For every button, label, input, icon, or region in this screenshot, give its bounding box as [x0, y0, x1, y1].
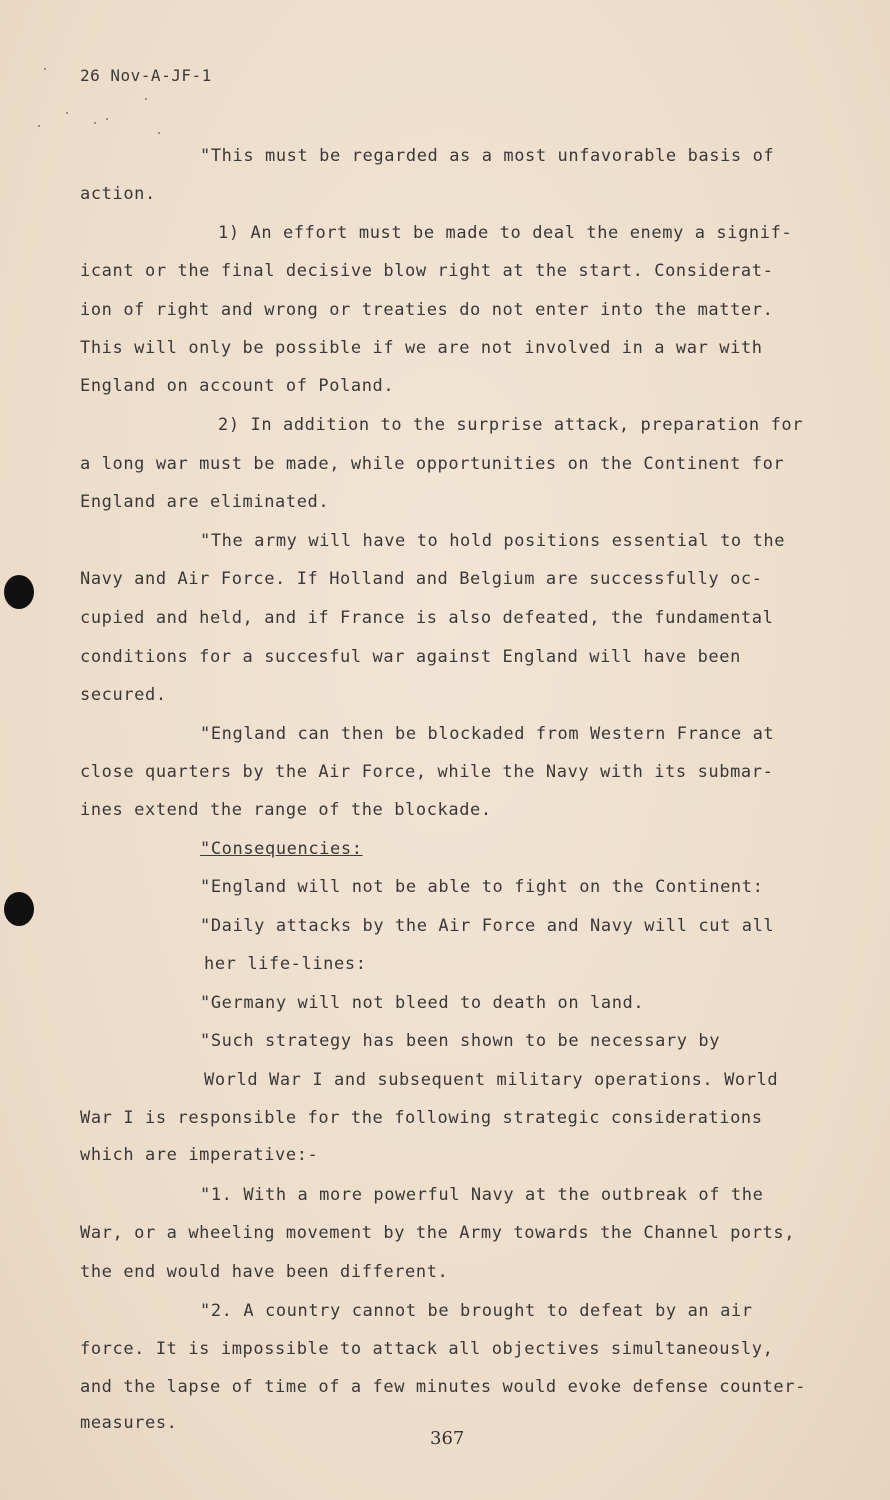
text-line: a long war must be made, while opportunities on the Continent for: [80, 454, 785, 474]
text-line: ion of right and wrong or treaties do not enter into the matter.: [80, 300, 774, 320]
text-line: "England can then be blockaded from Western France at: [200, 724, 775, 744]
text-line: "2. A country cannot be brought to defeat by an air: [200, 1301, 753, 1321]
paper-speck: [145, 98, 147, 100]
text-line: close quarters by the Air Force, while the Navy with its submar-: [80, 762, 774, 782]
paper-speck: [38, 125, 40, 127]
text-line: Navy and Air Force. If Holland and Belgium are successfully oc-: [80, 569, 763, 589]
text-line: icant or the final decisive blow right at the start. Considerat-: [80, 261, 774, 281]
text-line: ines extend the range of the blockade.: [80, 800, 492, 820]
text-line: conditions for a succesful war against England will have been: [80, 647, 741, 667]
paper-speck: [94, 122, 96, 124]
text-line: action.: [80, 184, 156, 204]
paper-speck: [44, 68, 46, 70]
paper-speck: [66, 112, 68, 114]
text-line: 2) In addition to the surprise attack, preparation for: [218, 415, 804, 435]
text-line: force. It is impossible to attack all objectives simultaneously,: [80, 1339, 774, 1359]
punch-hole: [4, 892, 34, 926]
text-line: "Such strategy has been shown to be necessary by: [200, 1031, 721, 1051]
text-line: England are eliminated.: [80, 492, 330, 512]
page-number: 367: [430, 1428, 465, 1449]
text-line: "The army will have to hold positions essential to the: [200, 531, 786, 551]
text-line: her life-lines:: [204, 954, 367, 974]
text-line: "Daily attacks by the Air Force and Navy will cut all: [200, 916, 775, 936]
text-line: the end would have been different.: [80, 1262, 449, 1282]
paper-speck: [106, 118, 108, 120]
text-line: measures.: [80, 1413, 178, 1433]
punch-hole: [4, 575, 34, 609]
text-line: 1) An effort must be made to deal the enemy a signif-: [218, 223, 793, 243]
text-line: War I is responsible for the following strategic considerations: [80, 1108, 763, 1128]
text-line: This will only be possible if we are not involved in a war with: [80, 338, 763, 358]
text-line: World War I and subsequent military operations. World: [204, 1070, 779, 1090]
text-line: and the lapse of time of a few minutes would evoke defense counter-: [80, 1377, 806, 1397]
section-heading: "Consequencies:: [200, 839, 363, 859]
text-line: cupied and held, and if France is also defeated, the fundamental: [80, 608, 774, 628]
text-line: War, or a wheeling movement by the Army towards the Channel ports,: [80, 1223, 796, 1243]
text-line: "England will not be able to fight on the Continent:: [200, 877, 764, 897]
text-line: "Germany will not bleed to death on land.: [200, 993, 645, 1013]
text-line: "This must be regarded as a most unfavorable basis of: [200, 146, 775, 166]
text-line: England on account of Poland.: [80, 376, 395, 396]
text-line: "1. With a more powerful Navy at the outbreak of the: [200, 1185, 764, 1205]
text-line: which are imperative:-: [80, 1145, 319, 1165]
document-reference: 26 Nov-A-JF-1: [80, 66, 212, 85]
paper-speck: [158, 132, 160, 134]
text-line: secured.: [80, 685, 167, 705]
